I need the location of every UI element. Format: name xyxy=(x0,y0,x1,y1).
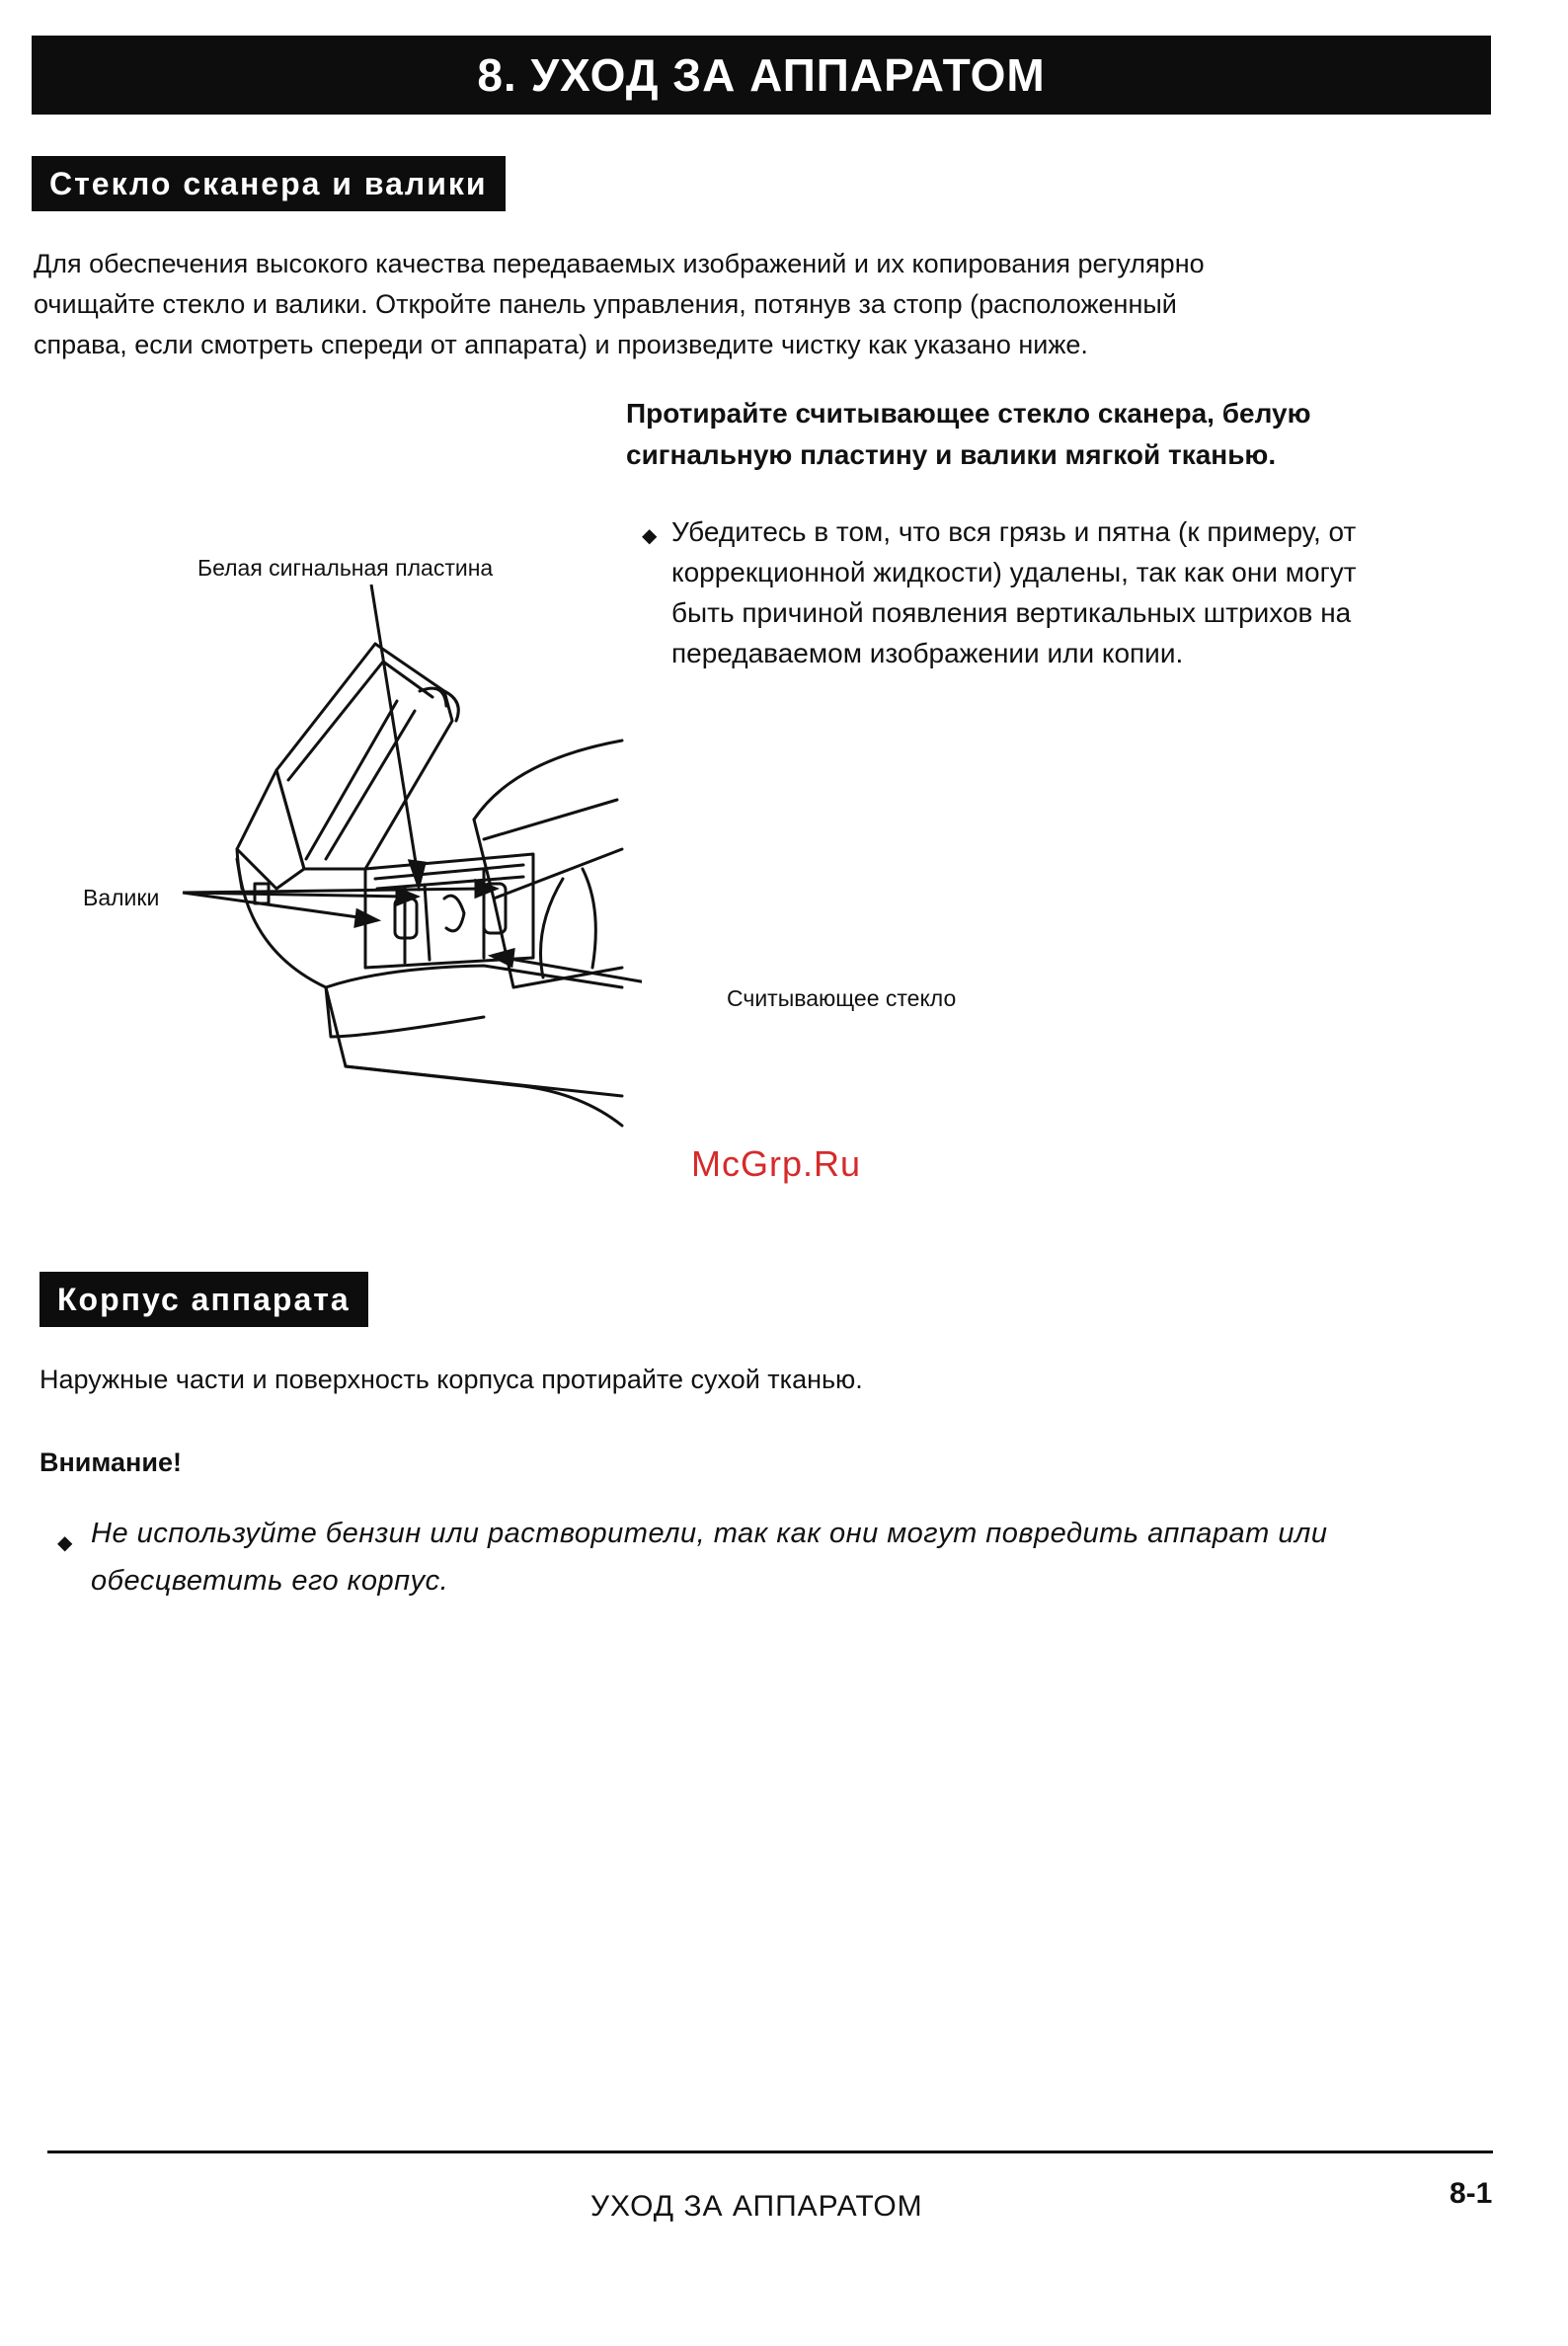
bullet-line-4: передаваемом изображении или копии. xyxy=(671,638,1184,668)
bullet-line-3: быть причиной появления вертикальных штрихов на xyxy=(671,597,1352,628)
label-rollers: Валики xyxy=(83,885,160,910)
bullet-line-1: Убедитесь в том, что вся грязь и пятна (к примеру, от xyxy=(671,516,1357,547)
footer-title: УХОД ЗА АППАРАТОМ xyxy=(590,2190,923,2223)
page-number: 8-1 xyxy=(1450,2177,1493,2210)
warning-line-2: обесцветить его корпус. xyxy=(91,1565,449,1597)
section-heading-body: Корпус аппарата xyxy=(39,1272,368,1327)
label-white-plate: Белая сигнальная пластина xyxy=(197,555,494,581)
footer-divider xyxy=(47,2150,1493,2153)
intro-line-1: Для обеспечения высокого качества передаваемых изображений и их копирования регулярно xyxy=(34,249,1205,278)
bullet-diamond-icon: ◆ xyxy=(642,525,658,547)
watermark-text: McGrp.Ru xyxy=(691,1143,862,1184)
intro-line-3: справа, если смотреть спереди от аппарата) и произведите чистку как указано ниже. xyxy=(34,330,1088,359)
page-title: 8. УХОД ЗА АППАРАТОМ xyxy=(32,36,1491,115)
label-scanner-glass: Считывающее стекло xyxy=(727,985,957,1011)
fax-illustration xyxy=(69,573,642,1185)
warning-diamond-icon: ◆ xyxy=(57,1532,73,1554)
instruction-line-2: сигнальную пластину и валики мягкой тканью. xyxy=(626,439,1277,470)
bullet-line-2: коррекционной жидкости) удалены, так как они могут xyxy=(671,557,1357,587)
section-heading-scanner: Стекло сканера и валики xyxy=(32,156,506,211)
body-care-text: Наружные части и поверхность корпуса протирайте сухой тканью. xyxy=(39,1365,863,1394)
instruction-line-1: Протирайте считывающее стекло сканера, белую xyxy=(626,398,1311,429)
warning-line-1: Не используйте бензин или растворители, так как они могут повредить аппарат или xyxy=(91,1518,1328,1549)
intro-line-2: очищайте стекло и валики. Откройте панель управления, потянув за стопр (расположенный xyxy=(34,289,1177,319)
warning-title: Внимание! xyxy=(39,1447,182,1477)
